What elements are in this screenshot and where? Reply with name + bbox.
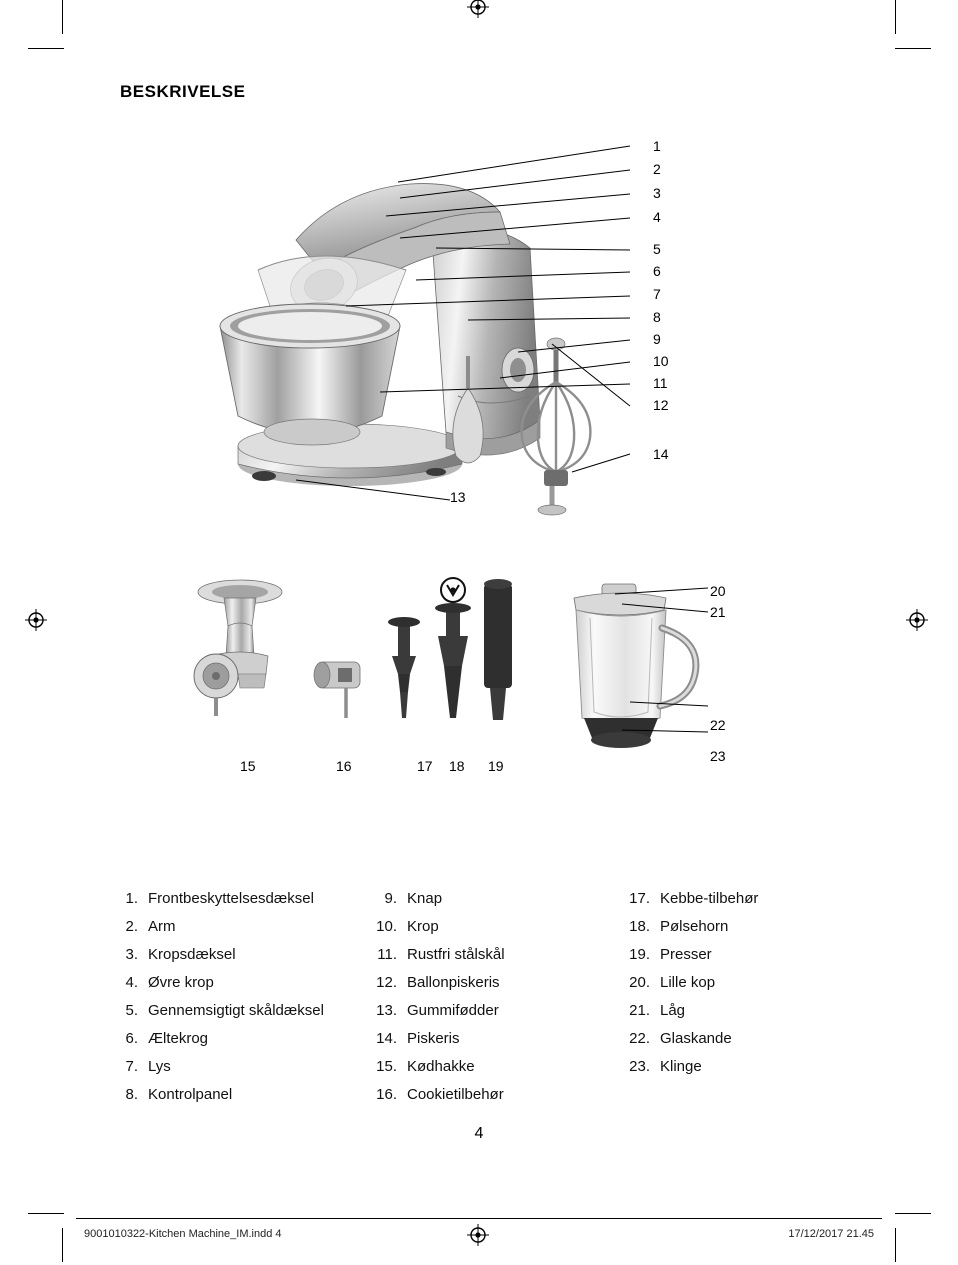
page-number: 4 (474, 1125, 484, 1142)
callout-9: 9 (653, 331, 661, 347)
list-item-number: 11. (377, 946, 397, 963)
list-item-label: Kontrolpanel (148, 1086, 233, 1103)
list-item (606, 969, 859, 997)
list-item-number: 3. (125, 946, 138, 963)
page-title: BESKRIVELSE (120, 82, 246, 101)
footer-filename: 9001010322-Kitchen Machine_IM.indd 4 (84, 1228, 282, 1240)
callout-4: 4 (653, 209, 661, 225)
parts-list-column-2 (353, 885, 606, 1109)
list-item (100, 997, 353, 1025)
list-item-number: 16. (376, 1086, 397, 1103)
registration-mark-left (25, 609, 47, 631)
list-item (100, 1025, 353, 1053)
callout-14: 14 (653, 446, 669, 462)
crop-mark-top-right-v (895, 0, 896, 34)
list-item-label: Krop (407, 918, 439, 935)
list-item (353, 997, 606, 1025)
list-item (100, 1081, 353, 1109)
list-item-label: Glaskande (660, 1030, 732, 1047)
list-item-number: 22. (629, 1030, 650, 1047)
list-item (606, 1025, 859, 1053)
callout-19: 19 (488, 758, 504, 774)
callout-13: 13 (450, 489, 466, 505)
crop-mark-bottom-right-v (895, 1228, 896, 1262)
callout-16: 16 (336, 758, 352, 774)
list-item-number: 10. (376, 918, 397, 935)
list-item-number: 4. (125, 974, 138, 991)
list-item-label: Kødhakke (407, 1058, 475, 1075)
list-item-label: Ballonpiskeris (407, 974, 500, 991)
list-item (606, 941, 859, 969)
callout-22: 22 (710, 717, 726, 733)
callout-1: 1 (653, 138, 661, 154)
list-item-label: Pølsehorn (660, 918, 729, 935)
callout-17: 17 (417, 758, 433, 774)
callout-11: 11 (653, 375, 668, 391)
figure-accessories (170, 570, 790, 785)
parts-list (100, 885, 860, 1109)
callout-21: 21 (710, 604, 726, 620)
list-item-label: Knap (407, 890, 443, 907)
list-item-number: 17. (629, 890, 650, 907)
list-item-number: 6. (125, 1030, 138, 1047)
list-item-label: Låg (660, 1002, 686, 1019)
list-item (100, 941, 353, 969)
list-item-label: Lille kop (660, 974, 716, 991)
list-item-number: 8. (125, 1086, 138, 1103)
crop-mark-bottom-left-h (28, 1213, 64, 1214)
list-item (353, 1053, 606, 1081)
list-item (100, 969, 353, 997)
list-item-label: Kropsdæksel (148, 946, 236, 963)
list-item-label: Rustfri stålskål (407, 946, 505, 963)
list-item-label: Cookietilbehør (407, 1086, 504, 1103)
list-item-label: Gennemsigtigt skåldæksel (148, 1002, 324, 1019)
list-item-number: 1. (125, 890, 138, 907)
list-item-number: 20. (629, 974, 650, 991)
list-item (606, 1053, 859, 1081)
crop-mark-top-right-h (895, 48, 931, 49)
list-item-label: Gummifødder (407, 1002, 499, 1019)
list-item-number: 2. (125, 918, 138, 935)
list-item-number: 5. (125, 1002, 138, 1019)
list-item-number: 18. (629, 918, 650, 935)
callout-20: 20 (710, 583, 726, 599)
callout-23: 23 (710, 748, 726, 764)
list-item-label: Kebbe-tilbehør (660, 890, 759, 907)
registration-mark-top (467, 0, 489, 18)
registration-mark-right (906, 609, 928, 631)
list-item-label: Piskeris (407, 1030, 460, 1047)
list-item-label: Øvre krop (148, 974, 214, 991)
list-item-number: 19. (629, 946, 650, 963)
list-item-number: 12. (376, 974, 397, 991)
list-item-number: 14. (376, 1030, 397, 1047)
list-item (353, 885, 606, 913)
list-item (353, 969, 606, 997)
crop-mark-top-left-v (62, 0, 63, 34)
parts-list-column-1 (100, 885, 353, 1109)
crop-mark-bottom-right-h (895, 1213, 931, 1214)
list-item-label: Arm (148, 918, 176, 935)
list-item (100, 913, 353, 941)
callout-5: 5 (653, 241, 661, 257)
registration-mark-bottom (467, 1224, 489, 1246)
list-item (100, 1053, 353, 1081)
list-item-label: Frontbeskyttelsesdæksel (148, 890, 314, 907)
crop-mark-top-left-h (28, 48, 64, 49)
list-item (606, 997, 859, 1025)
list-item (353, 1025, 606, 1053)
callout-15: 15 (240, 758, 256, 774)
list-item-number: 21. (629, 1002, 650, 1019)
list-item (353, 941, 606, 969)
callout-2: 2 (653, 161, 661, 177)
list-item (606, 913, 859, 941)
callout-8: 8 (653, 309, 661, 325)
parts-list-column-3 (606, 885, 859, 1109)
list-item-number: 9. (384, 890, 397, 907)
callout-12: 12 (653, 397, 669, 413)
list-item (353, 1081, 606, 1109)
crop-mark-bottom-left-v (62, 1228, 63, 1262)
list-item (100, 885, 353, 913)
list-item (606, 885, 859, 913)
list-item-label: Klinge (660, 1058, 702, 1075)
list-item-number: 13. (376, 1002, 397, 1019)
list-item-number: 15. (376, 1058, 397, 1075)
figure-stand-mixer (200, 120, 720, 520)
list-item (353, 913, 606, 941)
list-item-label: Æltekrog (148, 1030, 209, 1047)
callout-6: 6 (653, 263, 661, 279)
callout-10: 10 (653, 353, 669, 369)
callout-3: 3 (653, 185, 661, 201)
list-item-number: 23. (629, 1058, 650, 1075)
callout-18: 18 (449, 758, 465, 774)
footer-timestamp: 17/12/2017 21.45 (788, 1228, 874, 1240)
list-item-label: Lys (148, 1058, 171, 1075)
list-item-number: 7. (125, 1058, 138, 1075)
list-item-label: Presser (660, 946, 712, 963)
footer-divider (76, 1218, 882, 1219)
callout-7: 7 (653, 286, 661, 302)
